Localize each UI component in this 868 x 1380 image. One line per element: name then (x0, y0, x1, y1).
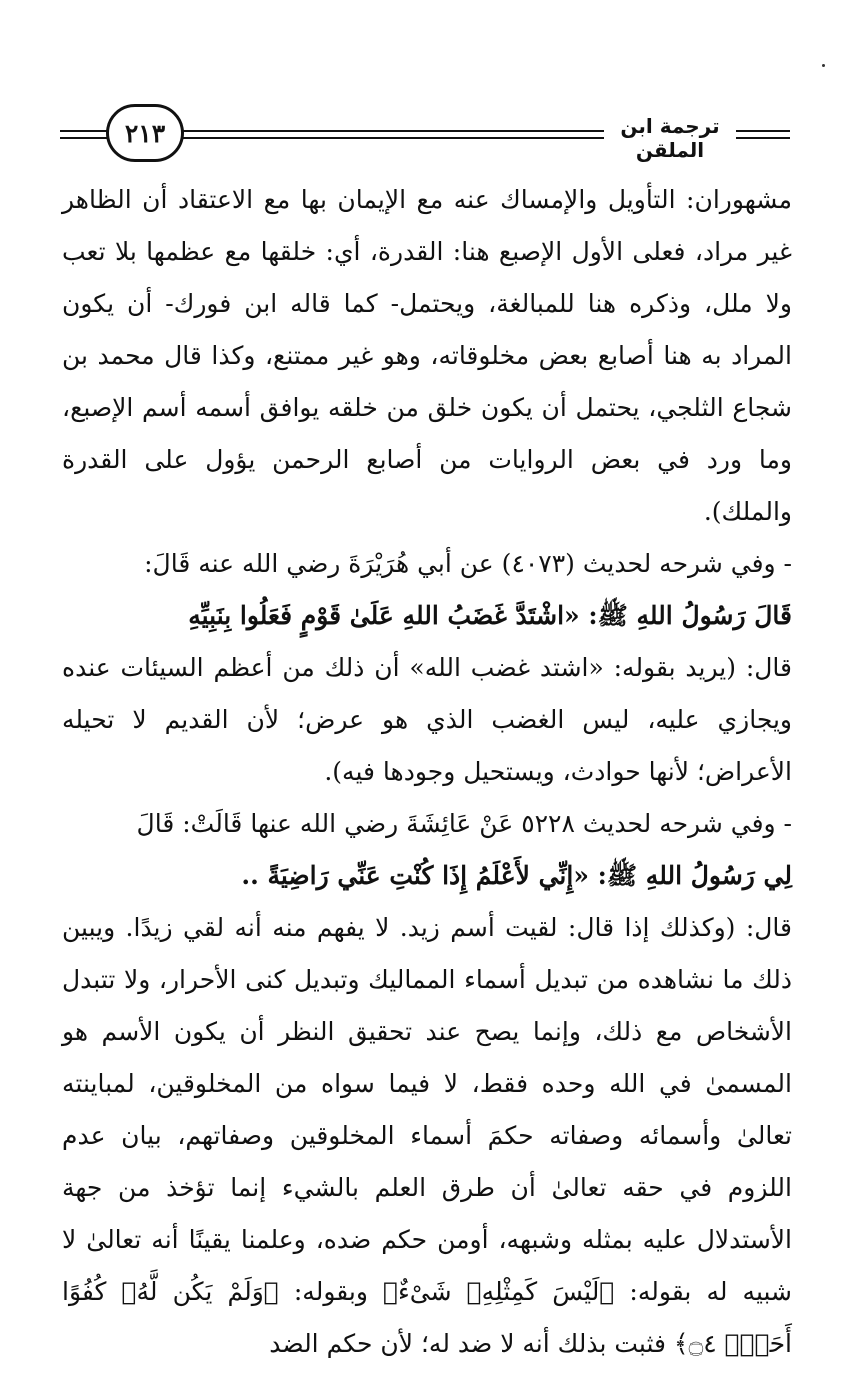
running-title: ترجمة ابن الملقن (620, 114, 720, 162)
hadith-intro: - وفي شرحه لحديث ٥٢٢٨ عَنْ عَائِشَةَ رضي الله عنها قَالَتْ: قَالَ (136, 809, 792, 838)
paragraph: قال: (يريد بقوله: «اشتد غضب الله» أن ذلك من أعظم السيئات عنده ويجازي عليه، ليس الغضب الذي هو عرض؛ لأن القديم لا تحيله الأعراض؛ لأنها حوادث، ويستحيل وجودها فيه). (62, 653, 792, 786)
page-header (60, 100, 790, 170)
header-rule (178, 137, 604, 139)
hadith-quote: قَالَ رَسُولُ اللهِ ﷺ: «اشْتَدَّ غَضَبُ اللهِ عَلَىٰ قَوْمٍ فَعَلُوا بِنَبِيِّهِ (188, 601, 792, 630)
header-rule (736, 137, 790, 139)
paragraph: مشهوران: التأويل والإمساك عنه مع الإيمان بها مع الاعتقاد أن الظاهر غير مراد، فعلى الأول الإصبع هنا: القدرة، أي: خلقها مع عظمها بلا تعب ولا ملل، وذكره هنا للمبالغة، ويحتمل- كما قاله ابن فورك- أن يكون المراد به هنا أصابع بعض مخلوقاته، وهو غير ممتنع، وكذا قال محمد بن شجاع الثلجي، يحتمل أن يكون خلق من خلقه يوافق أسمه أسم الإصبع، وما ورد في بعض الروايات من أصابع الرحمن يؤول على القدرة والملك). (62, 185, 792, 526)
header-rule (60, 137, 112, 139)
header-rule (60, 130, 112, 132)
page-number: ٢١٣ (106, 104, 184, 162)
speck (822, 64, 825, 67)
hadith-quote: لِي رَسُولُ اللهِ ﷺ: «إِنِّي لأَعْلَمُ إِذَا كُنْتِ عَنِّي رَاضِيَةً .. (241, 861, 792, 890)
hadith-intro: - وفي شرحه لحديث (٤٠٧٣) عن أبي هُرَيْرَةَ رضي الله عنه قَالَ: (144, 549, 792, 578)
header-rule (736, 130, 790, 132)
paragraph: قال: (وكذلك إذا قال: لقيت أسم زيد. لا يفهم منه أنه لقي زيدًا. ويبين ذلك ما نشاهده من تبديل أسماء المماليك وتبديل كنى الأحرار، ولا تتبدل الأشخاص مع ذلك، وإنما يصح عند تحقيق النظر أن يكون الأسم هو المسمىٰ في الله وحده فقط، لا فيما سواه من المخلوقين، لمباينته تعالىٰ وأسمائه وصفاته حكمَ أسماء المخلوقين وصفاتهم، بيان عدم اللزوم في حقه تعالىٰ أن طرق العلم بالشيء إنما تؤخذ من جهة الأستدلال عليه بمثله وشبهه، أومن حكم ضده، وعلمنا يقينًا أنه تعالىٰ لا شبيه له بقوله: ﴿لَيْسَ كَمِثْلِهِۦ شَىْءٌ﴾ وبقوله: ﴿وَلَمْ يَكُن لَّهُۥ كُفُوًا أَحَدٌۢ ۝٤﴾ فثبت بذلك أنه لا ضد له؛ لأن حكم الضد (62, 913, 792, 1358)
body-text (62, 174, 792, 1370)
header-rule (178, 130, 604, 132)
